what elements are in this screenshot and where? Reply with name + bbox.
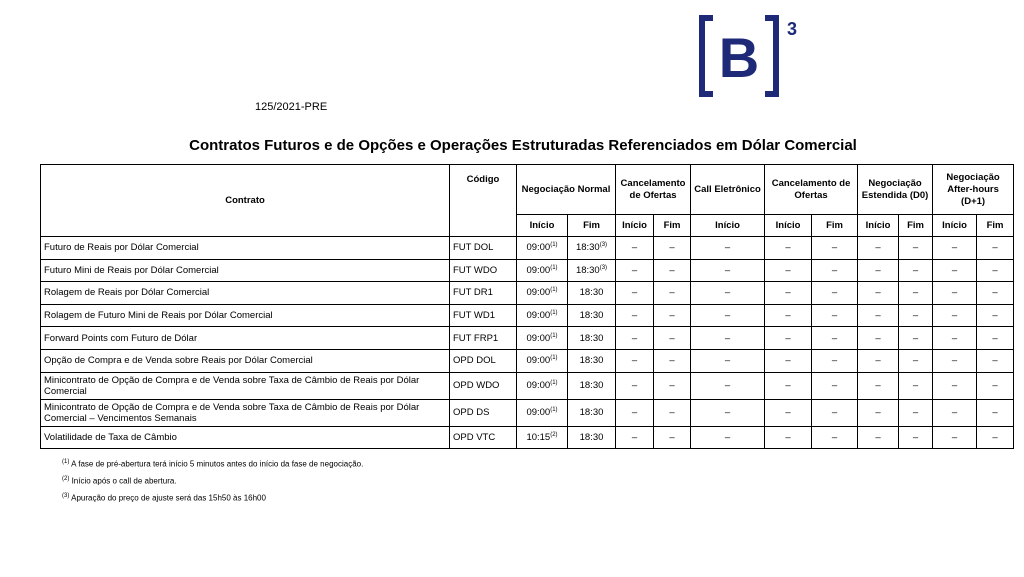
empty-cell: – (858, 349, 899, 372)
footnote (62, 455, 363, 472)
footnote-text: Início após o call de abertura. (71, 476, 177, 486)
empty-cell: – (691, 327, 765, 350)
table-row (41, 237, 1014, 260)
footnote-ref: (1) (550, 264, 558, 271)
empty-cell: – (812, 399, 858, 426)
empty-cell: – (858, 327, 899, 350)
time-value: 18:30 (579, 431, 604, 443)
empty-cell: – (899, 372, 933, 399)
time-value: 09:00 (526, 242, 551, 254)
footnote-mark: (3) (62, 493, 70, 500)
footnote-ref: (1) (550, 406, 558, 413)
time-inicio-cell (517, 259, 568, 282)
table-row (41, 349, 1014, 372)
contract-name-cell: Rolagem de Reais por Dólar Comercial (41, 282, 450, 305)
time-fim-cell (568, 399, 616, 426)
header-fim: Fim (568, 215, 616, 237)
logo-letter: B (718, 26, 760, 89)
empty-cell: – (691, 282, 765, 305)
footnote (62, 472, 363, 489)
time-inicio-cell (517, 372, 568, 399)
empty-cell: – (933, 304, 977, 327)
time-value: 09:00 (526, 332, 551, 344)
empty-cell: – (812, 304, 858, 327)
time-value: 09:00 (526, 355, 551, 367)
empty-cell: – (812, 327, 858, 350)
empty-cell: – (858, 304, 899, 327)
time-fim-cell (568, 372, 616, 399)
time-inicio-cell (517, 426, 568, 449)
header-negociacao-normal: Negociação Normal (517, 165, 616, 215)
time-value: 09:00 (526, 287, 551, 299)
empty-cell: – (691, 372, 765, 399)
empty-cell: – (812, 349, 858, 372)
header-fim: Fim (899, 215, 933, 237)
footnote-ref: (1) (550, 287, 558, 294)
header-inicio: Início (765, 215, 812, 237)
footnote-mark: (1) (62, 459, 70, 465)
empty-cell: – (616, 259, 654, 282)
empty-cell: – (654, 327, 691, 350)
empty-cell: – (858, 282, 899, 305)
footnote-ref: (3) (599, 264, 608, 271)
empty-cell: – (616, 399, 654, 426)
empty-cell: – (691, 399, 765, 426)
footnote-mark: (2) (62, 476, 70, 483)
footnote-ref: (1) (550, 379, 558, 386)
empty-cell: – (812, 372, 858, 399)
time-fim-cell (568, 237, 616, 260)
empty-cell: – (977, 282, 1014, 305)
header-negociacao-after-hours: Negociação After-hours (D+1) (933, 165, 1014, 215)
empty-cell: – (616, 304, 654, 327)
page-title: Contratos Futuros e de Opções e Operações Estruturadas Referenciados em Dólar Comercial (189, 137, 857, 154)
empty-cell: – (654, 399, 691, 426)
empty-cell: – (977, 304, 1014, 327)
time-value: 09:00 (526, 264, 551, 276)
header-inicio: Início (517, 215, 568, 237)
header-cancelamento-ofertas-2: Cancelamento de Ofertas (765, 165, 858, 215)
contract-name-cell: Rolagem de Futuro Mini de Reais por Dólar Comercial (41, 304, 450, 327)
footnote-ref: (1) (550, 332, 558, 339)
footnote-ref: (1) (550, 310, 558, 316)
logo-superscript: 3 (786, 19, 798, 39)
footnote-ref: (1) (550, 242, 558, 249)
empty-cell: – (691, 349, 765, 372)
empty-cell: – (899, 327, 933, 350)
empty-cell: – (977, 237, 1014, 260)
empty-cell: – (899, 237, 933, 260)
empty-cell: – (691, 237, 765, 260)
time-value: 18:30 (579, 287, 604, 299)
empty-cell: – (765, 259, 812, 282)
header-contrato: Contrato (41, 165, 450, 237)
time-value: 09:00 (526, 310, 551, 322)
empty-cell: – (616, 327, 654, 350)
empty-cell: – (977, 349, 1014, 372)
b3-logo (699, 15, 805, 97)
empty-cell: – (858, 399, 899, 426)
contract-code-cell: FUT DR1 (450, 282, 517, 305)
time-value: 18:30 (575, 242, 600, 254)
empty-cell: – (616, 372, 654, 399)
contract-name-cell: Minicontrato de Opção de Compra e de Venda sobre Taxa de Câmbio de Reais por Dólar Comercial – Vencimentos Semanais (41, 399, 450, 426)
empty-cell: – (899, 282, 933, 305)
empty-cell: – (765, 282, 812, 305)
time-inicio-cell (517, 349, 568, 372)
time-value: 18:30 (579, 380, 604, 392)
empty-cell: – (899, 259, 933, 282)
empty-cell: – (977, 372, 1014, 399)
contract-name-cell: Futuro de Reais por Dólar Comercial (41, 237, 450, 260)
empty-cell: – (765, 327, 812, 350)
empty-cell: – (933, 399, 977, 426)
empty-cell: – (977, 327, 1014, 350)
empty-cell: – (977, 399, 1014, 426)
empty-cell: – (616, 282, 654, 305)
document-number: 125/2021-PRE (255, 101, 328, 113)
time-value: 18:30 (579, 332, 604, 344)
empty-cell: – (899, 349, 933, 372)
header-cancelamento-ofertas-1: Cancelamento de Ofertas (616, 165, 691, 215)
contract-code-cell: OPD VTC (450, 426, 517, 449)
time-value: 10:15 (526, 431, 551, 443)
contract-name-cell: Minicontrato de Opção de Compra e de Venda sobre Taxa de Câmbio de Reais por Dólar Comercial (41, 372, 450, 399)
empty-cell: – (933, 327, 977, 350)
table-row (41, 327, 1014, 350)
empty-cell: – (899, 426, 933, 449)
contract-code-cell: FUT WDO (450, 259, 517, 282)
empty-cell: – (765, 399, 812, 426)
empty-cell: – (977, 259, 1014, 282)
header-row-top (41, 165, 1014, 215)
contract-code-cell: FUT DOL (450, 237, 517, 260)
header-fim: Fim (977, 215, 1014, 237)
table-row (41, 282, 1014, 305)
empty-cell: – (858, 426, 899, 449)
empty-cell: – (765, 426, 812, 449)
empty-cell: – (765, 304, 812, 327)
empty-cell: – (812, 259, 858, 282)
empty-cell: – (899, 304, 933, 327)
time-value: 18:30 (575, 264, 600, 276)
footnotes (62, 455, 363, 506)
time-fim-cell (568, 349, 616, 372)
contract-code-cell: OPD WDO (450, 372, 517, 399)
footnote-ref: (1) (550, 355, 558, 362)
empty-cell: – (654, 372, 691, 399)
contract-name-cell: Futuro Mini de Reais por Dólar Comercial (41, 259, 450, 282)
contract-code-cell: OPD DS (450, 399, 517, 426)
header-inicio: Início (933, 215, 977, 237)
empty-cell: – (977, 426, 1014, 449)
header-negociacao-estendida: Negociação Estendida (D0) (858, 165, 933, 215)
time-fim-cell (568, 426, 616, 449)
empty-cell: – (691, 259, 765, 282)
empty-cell: – (616, 426, 654, 449)
schedule-table (40, 164, 1014, 449)
empty-cell: – (691, 304, 765, 327)
empty-cell: – (654, 349, 691, 372)
time-inicio-cell (517, 327, 568, 350)
table-row (41, 259, 1014, 282)
empty-cell: – (933, 426, 977, 449)
table-row (41, 426, 1014, 449)
header-call-eletronico: Call Eletrônico (691, 165, 765, 215)
empty-cell: – (933, 372, 977, 399)
header-inicio: Início (616, 215, 654, 237)
empty-cell: – (765, 237, 812, 260)
empty-cell: – (765, 372, 812, 399)
empty-cell: – (899, 399, 933, 426)
time-value: 18:30 (579, 407, 604, 419)
time-value: 09:00 (526, 380, 551, 392)
contract-name-cell: Opção de Compra e de Venda sobre Reais por Dólar Comercial (41, 349, 450, 372)
time-fim-cell (568, 304, 616, 327)
footnote-text: Apuração do preço de ajuste será das 15h50 às 16h00 (71, 493, 266, 503)
empty-cell: – (654, 304, 691, 327)
header-fim: Fim (654, 215, 691, 237)
empty-cell: – (654, 282, 691, 305)
empty-cell: – (616, 237, 654, 260)
empty-cell: – (812, 426, 858, 449)
footnote-ref: (2) (550, 431, 558, 438)
empty-cell: – (654, 259, 691, 282)
time-value: 18:30 (579, 355, 604, 367)
time-fim-cell (568, 327, 616, 350)
contract-code-cell: OPD DOL (450, 349, 517, 372)
time-fim-cell (568, 259, 616, 282)
empty-cell: – (933, 237, 977, 260)
empty-cell: – (812, 282, 858, 305)
empty-cell: – (691, 426, 765, 449)
header-codigo: Código (450, 165, 517, 237)
empty-cell: – (858, 372, 899, 399)
footnote-text: A fase de pré-abertura terá início 5 minutos antes do início da fase de negociação. (71, 459, 364, 469)
empty-cell: – (616, 349, 654, 372)
contract-name-cell: Forward Points com Futuro de Dólar (41, 327, 450, 350)
table-row (41, 304, 1014, 327)
empty-cell: – (654, 237, 691, 260)
empty-cell: – (765, 349, 812, 372)
empty-cell: – (858, 237, 899, 260)
empty-cell: – (933, 259, 977, 282)
contract-code-cell: FUT FRP1 (450, 327, 517, 350)
footnote (62, 489, 363, 506)
table-row (41, 399, 1014, 426)
header-fim: Fim (812, 215, 858, 237)
empty-cell: – (933, 349, 977, 372)
time-inicio-cell (517, 282, 568, 305)
time-value: 09:00 (526, 407, 551, 419)
header-inicio: Início (691, 215, 765, 237)
empty-cell: – (812, 237, 858, 260)
time-fim-cell (568, 282, 616, 305)
time-value: 18:30 (579, 310, 604, 322)
contract-code-cell: FUT WD1 (450, 304, 517, 327)
empty-cell: – (654, 426, 691, 449)
empty-cell: – (933, 282, 977, 305)
time-inicio-cell (517, 237, 568, 260)
time-inicio-cell (517, 399, 568, 426)
footnote-ref: (3) (599, 242, 608, 249)
table-row (41, 372, 1014, 399)
time-inicio-cell (517, 304, 568, 327)
empty-cell: – (858, 259, 899, 282)
contract-name-cell: Volatilidade de Taxa de Câmbio (41, 426, 450, 449)
header-inicio: Início (858, 215, 899, 237)
